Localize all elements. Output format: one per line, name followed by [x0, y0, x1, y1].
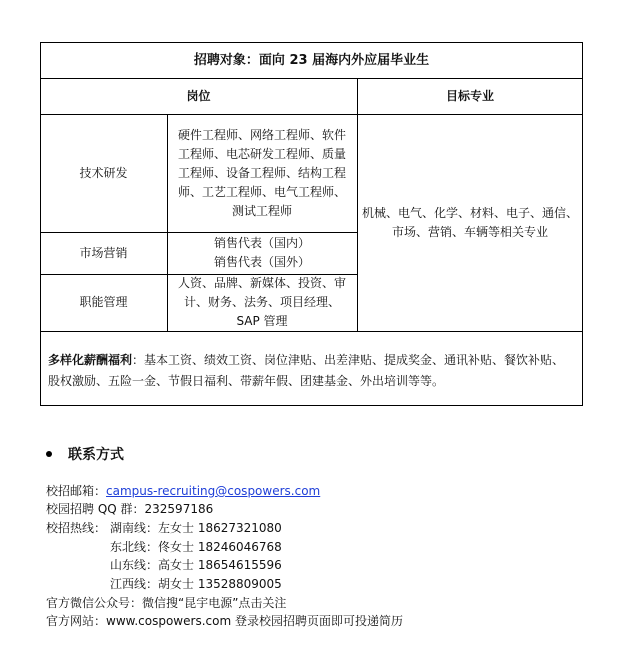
hotline-item: 东北线：佟女士 18246046768	[110, 540, 282, 554]
target-majors: 机械、电气、化学、材料、电子、通信、市场、营销、车辆等相关专业	[362, 205, 579, 239]
hotline-item: 江西线：胡女士 13528809005	[110, 577, 282, 591]
benefits-label: 多样化薪酬福利	[48, 353, 133, 367]
category-functional: 职能管理	[79, 295, 128, 309]
bullet-icon	[46, 451, 52, 457]
email-label: 校招邮箱：	[46, 484, 107, 498]
table-title: 招聘对象：面向 23 届海内外应届毕业生	[193, 52, 430, 68]
email-link[interactable]: campus-recruiting@cospowers.com	[106, 484, 321, 498]
website-line: 官方网站：www.cospowers.com 登录校园招聘页面即可投递简历	[46, 614, 403, 628]
hotline-item: 湖南线：左女士 18627321080	[110, 521, 282, 535]
qq-line: 校园招聘 QQ 群：232597186	[46, 502, 214, 516]
table-line	[167, 114, 168, 332]
header-major: 目标专业	[445, 88, 494, 103]
category-marketing: 市场营销	[79, 245, 128, 260]
contact-heading-text: 联系方式	[68, 447, 124, 463]
positions-marketing: 销售代表（国内） 销售代表（国外）	[213, 236, 310, 269]
contact-heading	[46, 444, 124, 464]
header-position: 岗位	[186, 88, 211, 103]
table-line	[40, 331, 583, 332]
email-line	[46, 482, 320, 500]
benefits-paragraph	[48, 350, 576, 392]
table-border-bottom	[40, 405, 583, 406]
positions-functional: 人资、品牌、新媒体、投资、审计、财务、法务、项目经理、SAP 管理	[177, 276, 346, 328]
hotline-label: 校招热线：	[46, 521, 107, 535]
wechat-line: 官方微信公众号：微信搜“昆宇电源”点击关注	[46, 596, 287, 610]
table-line	[357, 78, 358, 332]
recruitment-table	[40, 42, 583, 406]
category-rd: 技术研发	[79, 165, 128, 180]
benefits-text: ：基本工资、绩效工资、岗位津贴、出差津贴、提成奖金、通讯补贴、餐饮补贴、股权激励、五险一金、节假日福利、带薪年假、团建基金、外出培训等等。	[48, 353, 565, 388]
positions-rd: 硬件工程师、网络工程师、软件工程师、电芯研发工程师、质量工程师、设备工程师、结构工程师、工艺工程师、电气工程师、测试工程师	[177, 127, 346, 218]
hotline-item: 山东线：高女士 18654615596	[110, 558, 282, 572]
